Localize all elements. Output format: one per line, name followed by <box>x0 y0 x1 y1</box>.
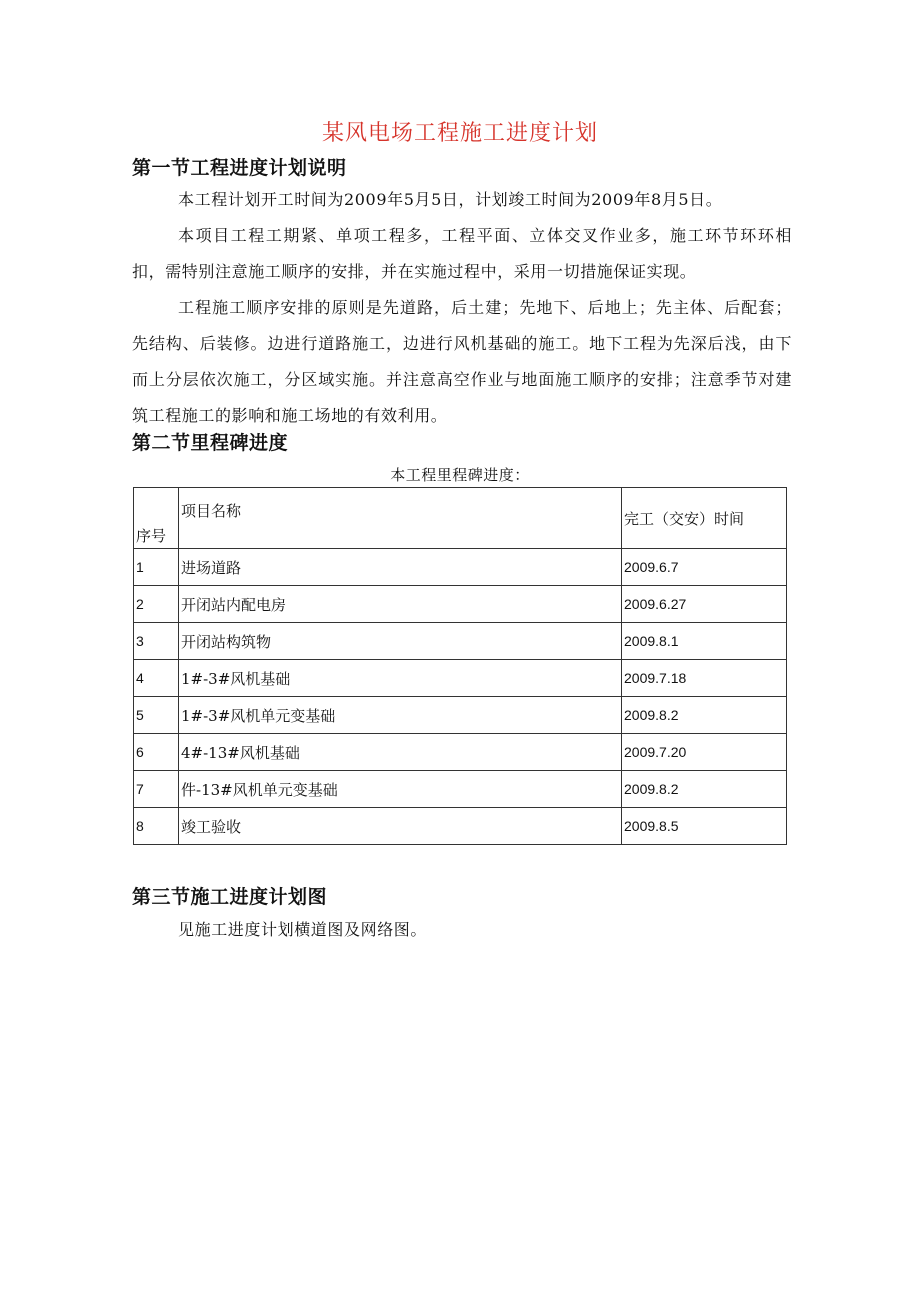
row-date: 2009.6.27 <box>622 586 787 623</box>
section3-text: 见施工进度计划横道图及网络图。 <box>178 920 428 939</box>
row-no: 4 <box>134 660 179 697</box>
row-name: 开闭站构筑物 <box>179 623 622 660</box>
row-date: 2009.8.1 <box>622 623 787 660</box>
table-caption: 本工程里程碑进度： <box>390 466 530 484</box>
row-date: 2009.7.20 <box>622 734 787 771</box>
row-name: 竣工验收 <box>179 808 622 845</box>
table-row <box>134 734 787 771</box>
table-row <box>134 586 787 623</box>
row-no: 8 <box>134 808 179 845</box>
row-name: 4#-13#风机基础 <box>179 734 622 771</box>
document-title: 某风电场工程施工进度计划 <box>321 121 598 146</box>
header-no: 序号 <box>134 488 179 549</box>
row-date: 2009.8.5 <box>622 808 787 845</box>
table-row <box>134 697 787 734</box>
section1-paragraph-1: 本工程计划开工时间为2009年5月5日，计划竣工时间为2009年8月5日。 <box>178 190 723 209</box>
section1-heading: 第一节工程进度计划说明 <box>132 157 347 179</box>
milestone-table <box>133 487 787 845</box>
row-name: 1#-3#风机基础 <box>179 660 622 697</box>
row-date: 2009.8.2 <box>622 771 787 808</box>
row-no: 3 <box>134 623 179 660</box>
row-date: 2009.7.18 <box>622 660 787 697</box>
section2-heading: 第二节里程碑进度 <box>132 432 289 454</box>
table-row <box>134 623 787 660</box>
row-no: 2 <box>134 586 179 623</box>
section1-paragraph-2: 本项目工程工期紧、单项工程多，工程平面、立体交叉作业多，施工环节环环相扣，需特别注意施工顺序的安排，并在实施过程中，采用一切措施保证实现。 <box>132 226 792 281</box>
section1-paragraph-3: 工程施工顺序安排的原则是先道路，后土建；先地下、后地上；先主体、后配套；先结构、后装修。边进行道路施工，边进行风机基础的施工。地下工程为先深后浅，由下而上分层依次施工，分区域实施。并注意高空作业与地面施工顺序的安排；注意季节对建筑工程施工的影响和施工场地的有效利用。 <box>132 298 792 425</box>
row-date: 2009.8.2 <box>622 697 787 734</box>
row-name: 1#-3#风机单元变基础 <box>179 697 622 734</box>
table-header-row <box>134 488 787 549</box>
row-no: 6 <box>134 734 179 771</box>
row-name: 开闭站内配电房 <box>179 586 622 623</box>
table-row <box>134 660 787 697</box>
row-date: 2009.6.7 <box>622 549 787 586</box>
row-no: 1 <box>134 549 179 586</box>
table-row <box>134 771 787 808</box>
row-no: 7 <box>134 771 179 808</box>
row-name: 件-13#风机单元变基础 <box>179 771 622 808</box>
header-name: 项目名称 <box>179 488 622 549</box>
row-name: 进场道路 <box>179 549 622 586</box>
table-row <box>134 808 787 845</box>
table-row <box>134 549 787 586</box>
row-no: 5 <box>134 697 179 734</box>
header-date: 完工（交安）时间 <box>622 488 787 549</box>
section3-heading: 第三节施工进度计划图 <box>132 886 328 908</box>
